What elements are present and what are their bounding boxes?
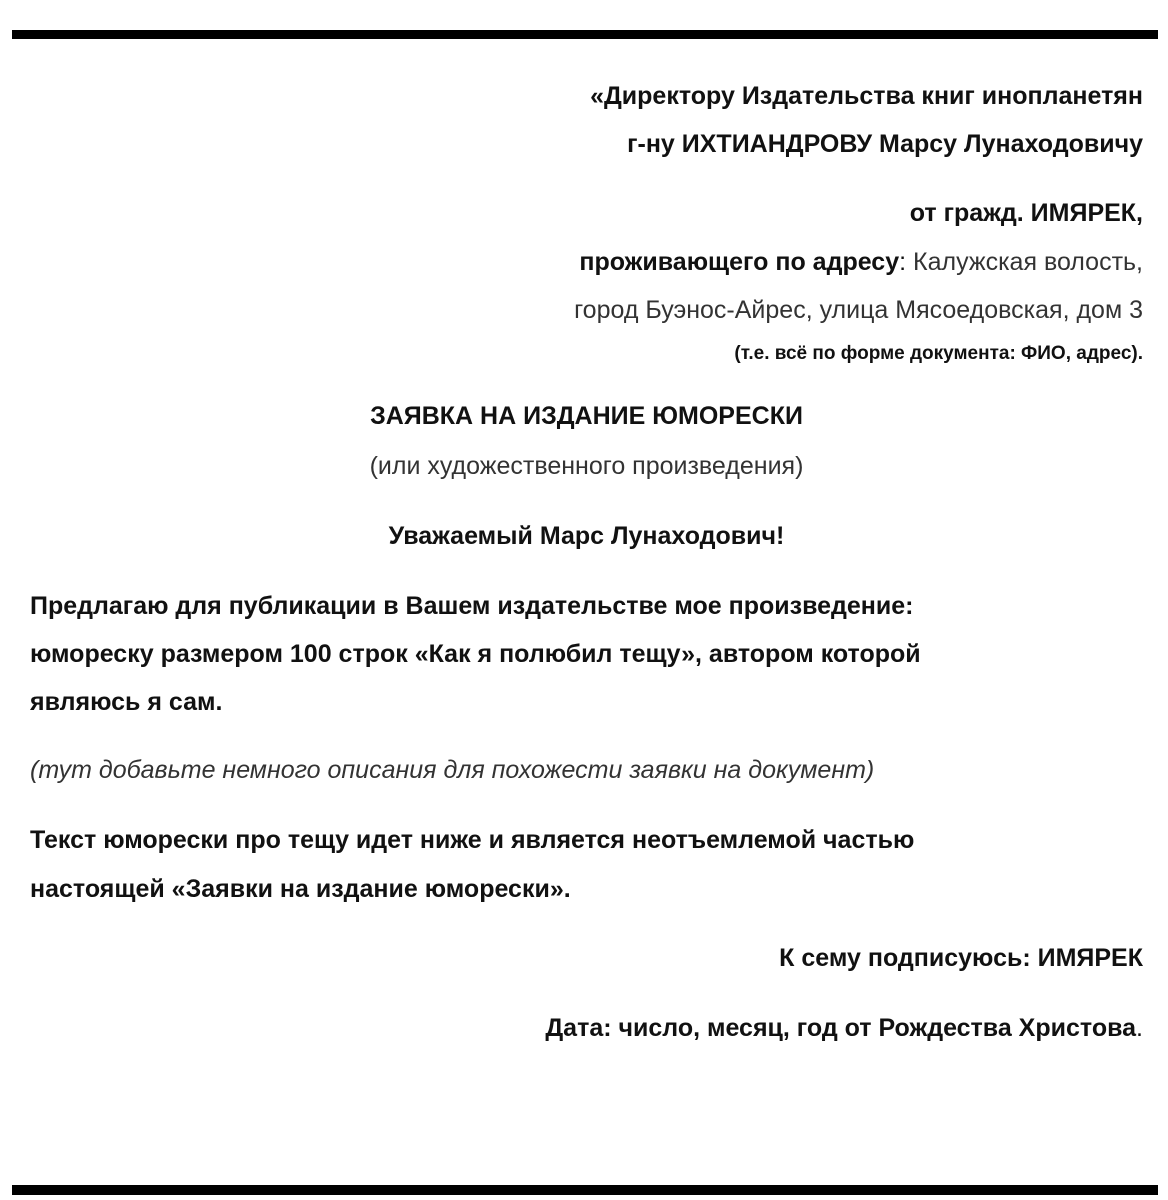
address-part-1: Калужская волость, [913,248,1143,276]
bottom-border-rule [12,1185,1158,1195]
date-line [30,1016,1143,1041]
addressee-line-1: «Директору Издательства книг инопланетян [590,82,1143,110]
date-period: . [1136,1014,1143,1042]
sender-address-line-1 [30,250,1143,275]
body-paragraph-2-line-1: Текст юморески про тещу идет ниже и является неотъемлемой частью [30,826,915,854]
signature-line: К сему подписуюсь: ИМЯРЕК [779,944,1143,972]
address-separator: : [899,248,914,276]
address-label: проживающего по адресу [579,248,900,276]
date-text: Дата: число, месяц, год от Рождества Христова [545,1014,1137,1042]
sender-note: (т.е. всё по форме документа: ФИО, адрес). [734,343,1143,364]
sender-address-line-2: город Буэнос-Айрес, улица Мясоедовская, дом 3 [574,296,1143,324]
description-hint: (тут добавьте немного описания для похожести заявки на документ) [30,756,875,784]
document-subtitle: (или художественного произведения) [369,452,804,480]
greeting: Уважаемый Марс Лунаходович! [388,522,785,550]
body-paragraph-1-line-1: Предлагаю для публикации в Вашем издательстве мое произведение: [30,592,914,620]
body-paragraph-2-line-2: настоящей «Заявки на издание юморески». [30,875,571,903]
addressee-line-2: г-ну ИХТИАНДРОВУ Марсу Лунаходовичу [627,130,1143,158]
top-border-rule [12,30,1158,39]
document-title: ЗАЯВКА НА ИЗДАНИЕ ЮМОРЕСКИ [370,402,803,430]
body-paragraph-1-line-3: являюсь я сам. [30,688,223,716]
body-paragraph-1-line-2: юмореску размером 100 строк «Как я полюбил тещу», автором которой [30,640,921,668]
sender-from: от гражд. ИМЯРЕК, [909,199,1143,227]
